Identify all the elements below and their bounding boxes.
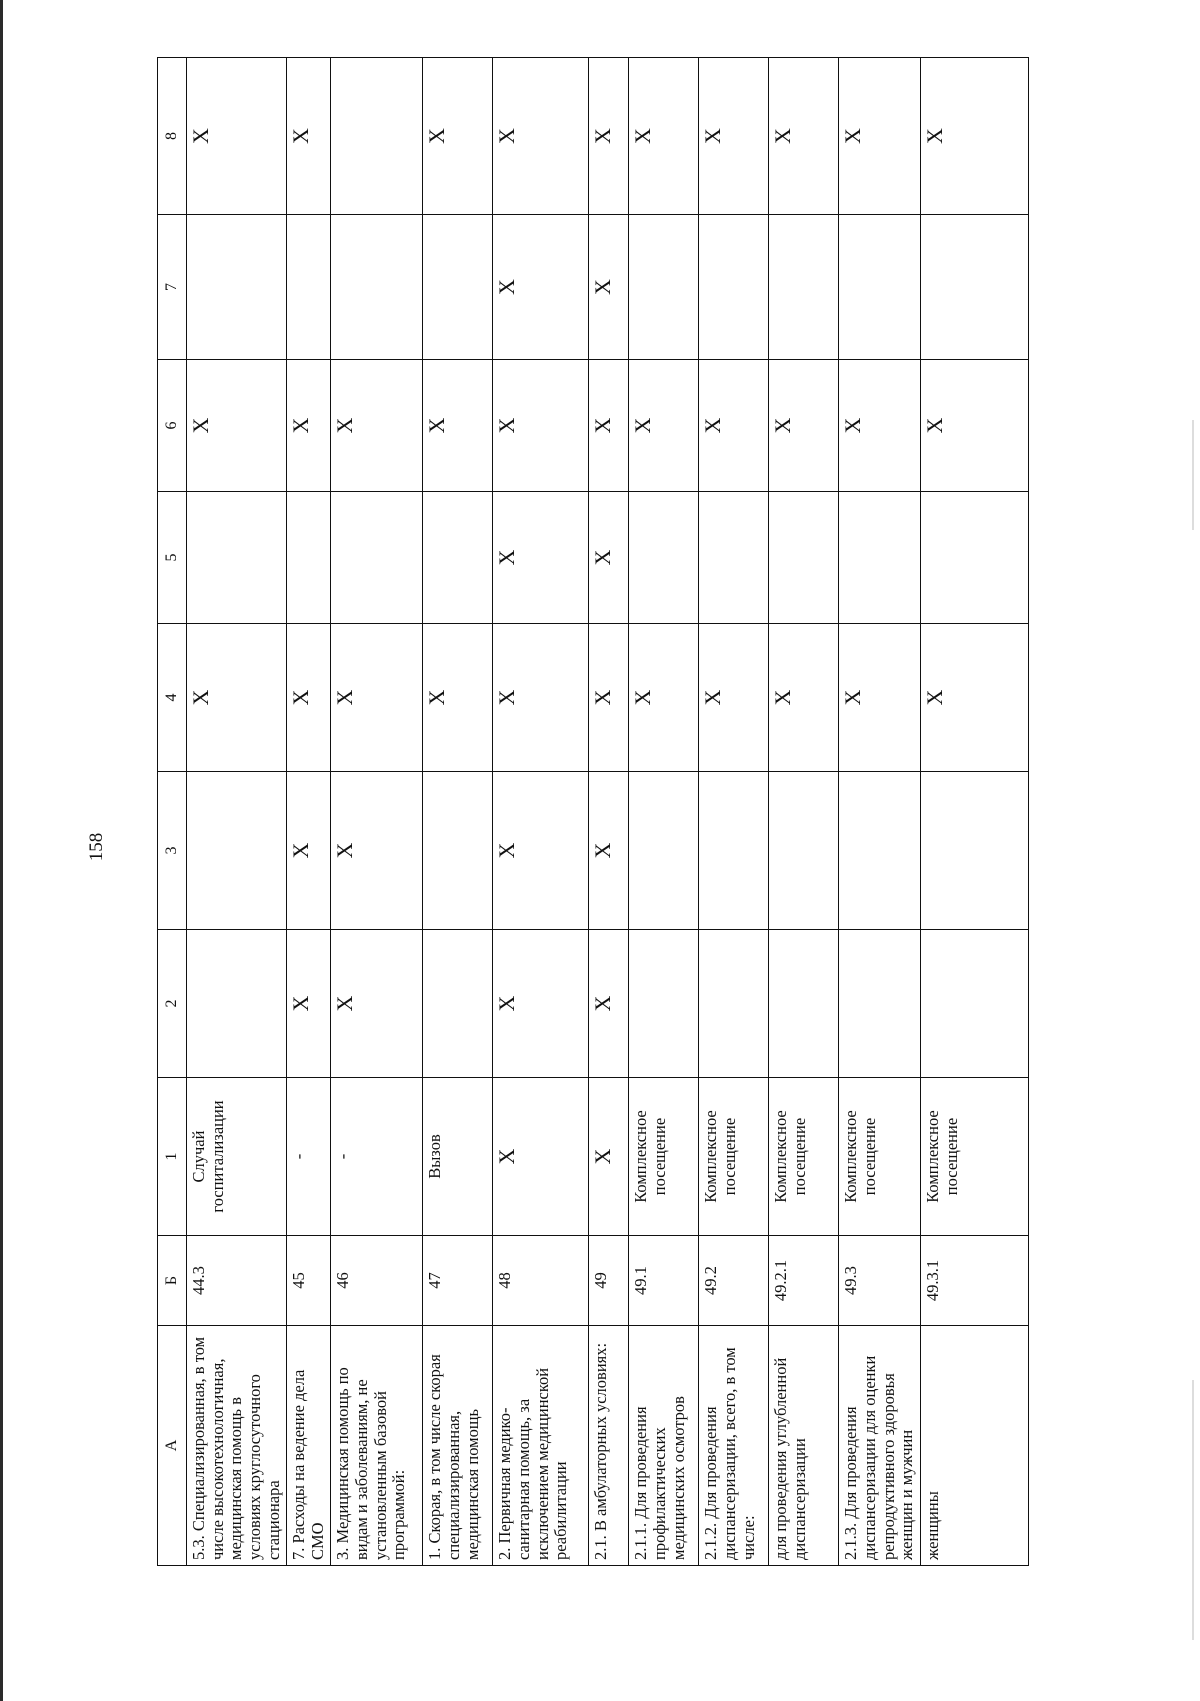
row-code: 45 [287,1236,331,1326]
row-label: 1. Скорая, в том числе скорая специализированная, медицинская помощь [423,1326,493,1566]
row-code: 47 [423,1236,493,1326]
unit-cell: Комплексное посещение [839,1078,921,1236]
cross-mark: X [331,360,423,492]
scan-mark [1192,1380,1194,1640]
empty-cell [331,492,423,624]
empty-cell [921,215,1029,360]
column-header: 3 [158,772,187,930]
empty-cell [839,492,921,624]
cross-mark: X [699,58,769,215]
column-header: Б [158,1236,187,1326]
table-row [629,58,699,1566]
cross-mark: X [699,360,769,492]
table-row [769,58,839,1566]
cross-mark: X [589,58,629,215]
table-row [423,58,493,1566]
empty-cell [187,930,287,1078]
empty-cell [839,772,921,930]
empty-cell [629,772,699,930]
row-code: 46 [331,1236,423,1326]
empty-cell [629,492,699,624]
cross-mark: X [839,624,921,772]
table-row [589,58,629,1566]
cross-mark: X [839,58,921,215]
row-label: 5.3. Специализированная, в том числе высокотехнологичная, медицинская помощь в условиях круглосуточного стационара [187,1326,287,1566]
empty-cell [921,930,1029,1078]
empty-cell [921,772,1029,930]
empty-cell [769,772,839,930]
cross-mark: X [921,58,1029,215]
cross-mark: X [769,624,839,772]
row-code: 44.3 [187,1236,287,1326]
cross-mark: X [331,930,423,1078]
row-label: 2. Первичная медико-санитарная помощь, за исключением медицинской реабилитации [493,1326,589,1566]
unit-cell: X [493,1078,589,1236]
scan-edge [0,0,3,1701]
empty-cell [839,930,921,1078]
rotated-table-wrapper [157,58,967,1566]
empty-cell [699,930,769,1078]
column-header: А [158,1326,187,1566]
row-label: для проведения углубленной диспансеризации [769,1326,839,1566]
column-header: 4 [158,624,187,772]
row-label: 7. Расходы на ведение дела СМО [287,1326,331,1566]
empty-cell [423,492,493,624]
cross-mark: X [423,58,493,215]
empty-cell [629,930,699,1078]
column-header: 8 [158,58,187,215]
empty-cell [187,772,287,930]
table-row [331,58,423,1566]
empty-cell [699,772,769,930]
table-row [839,58,921,1566]
row-label: 2.1.3. Для проведения диспансеризации для оценки репродуктивного здоровья женщин и мужчин [839,1326,921,1566]
cross-mark: X [629,58,699,215]
unit-cell: Комплексное посещение [629,1078,699,1236]
data-table [157,57,1029,1566]
row-code: 49.2.1 [769,1236,839,1326]
row-code: 48 [493,1236,589,1326]
empty-cell [629,215,699,360]
cross-mark: X [187,624,287,772]
unit-cell: Случай госпитализации [187,1078,287,1236]
cross-mark: X [331,624,423,772]
cross-mark: X [423,360,493,492]
unit-cell: Комплексное посещение [921,1078,1029,1236]
unit-cell: Вызов [423,1078,493,1236]
cross-mark: X [629,360,699,492]
cross-mark: X [287,772,331,930]
row-label: 2.1.2. Для проведения диспансеризации, всего, в том числе: [699,1326,769,1566]
cross-mark: X [493,624,589,772]
cross-mark: X [187,360,287,492]
cross-mark: X [493,772,589,930]
cross-mark: X [287,930,331,1078]
unit-cell: - [331,1078,423,1236]
cross-mark: X [589,624,629,772]
scan-mark [1192,420,1194,530]
cross-mark: X [589,772,629,930]
table-row [699,58,769,1566]
empty-cell [423,930,493,1078]
empty-cell [769,215,839,360]
cross-mark: X [187,58,287,215]
cross-mark: X [287,624,331,772]
cross-mark: X [493,930,589,1078]
cross-mark: X [769,58,839,215]
cross-mark: X [589,930,629,1078]
table-row [493,58,589,1566]
empty-cell [331,58,423,215]
empty-cell [423,215,493,360]
empty-cell [921,492,1029,624]
cross-mark: X [921,360,1029,492]
row-code: 49.1 [629,1236,699,1326]
row-label: женщины [921,1326,1029,1566]
row-label: 2.1. В амбулаторных условиях: [589,1326,629,1566]
page-number: 158 [86,832,107,862]
cross-mark: X [493,492,589,624]
row-code: 49.3.1 [921,1236,1029,1326]
empty-cell [423,772,493,930]
column-header: 1 [158,1078,187,1236]
cross-mark: X [629,624,699,772]
column-header: 6 [158,360,187,492]
column-header: 2 [158,930,187,1078]
cross-mark: X [589,492,629,624]
cross-mark: X [423,624,493,772]
empty-cell [331,215,423,360]
empty-cell [287,492,331,624]
header-row [158,58,187,1566]
cross-mark: X [493,58,589,215]
cross-mark: X [287,360,331,492]
cross-mark: X [493,360,589,492]
row-code: 49 [589,1236,629,1326]
column-header: 5 [158,492,187,624]
row-code: 49.3 [839,1236,921,1326]
empty-cell [769,492,839,624]
empty-cell [187,215,287,360]
empty-cell [699,492,769,624]
cross-mark: X [699,624,769,772]
row-label: 3. Медицинская помощь по видам и заболеваниям, не установленным базовой программой: [331,1326,423,1566]
empty-cell [839,215,921,360]
cross-mark: X [769,360,839,492]
unit-cell: Комплексное посещение [699,1078,769,1236]
table-row [187,58,287,1566]
cross-mark: X [839,360,921,492]
unit-cell: Комплексное посещение [769,1078,839,1236]
table-row [287,58,331,1566]
cross-mark: X [331,772,423,930]
cross-mark: X [493,215,589,360]
column-header: 7 [158,215,187,360]
cross-mark: X [589,215,629,360]
row-code: 49.2 [699,1236,769,1326]
table-row [921,58,1029,1566]
empty-cell [187,492,287,624]
empty-cell [769,930,839,1078]
unit-cell: X [589,1078,629,1236]
cross-mark: X [589,360,629,492]
row-label: 2.1.1. Для проведения профилактических медицинских осмотров [629,1326,699,1566]
cross-mark: X [921,624,1029,772]
unit-cell: - [287,1078,331,1236]
cross-mark: X [287,58,331,215]
empty-cell [699,215,769,360]
empty-cell [287,215,331,360]
